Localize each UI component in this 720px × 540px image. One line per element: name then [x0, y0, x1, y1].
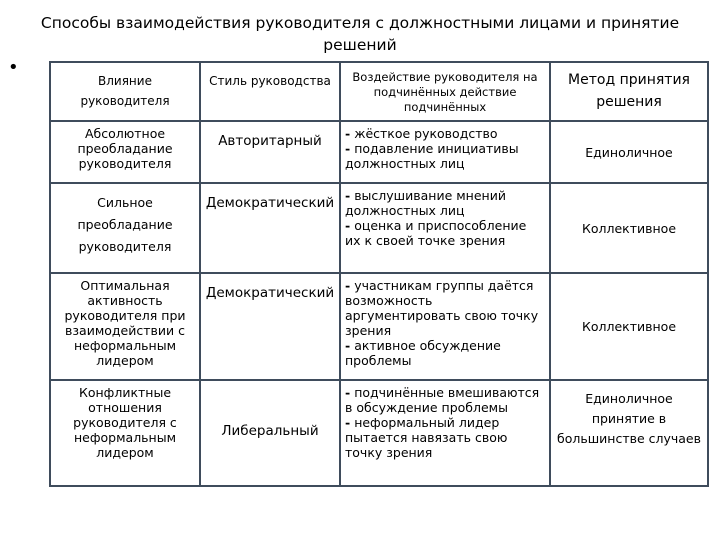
table-header-row	[50, 62, 708, 121]
style-cell: Демократический	[200, 183, 340, 273]
style-cell: Авторитарный	[200, 121, 340, 183]
method-cell: Единоличное	[550, 121, 708, 183]
influence-cell: Абсолютное преобладание руководителя	[50, 121, 200, 183]
header-method: Метод принятия решения	[550, 62, 708, 121]
header-influence: Влияние руководителя	[50, 62, 200, 121]
slide-title: Способы взаимодействия руководителя с должностными лицами и принятие решений	[40, 14, 680, 54]
bullet-marker: •	[8, 57, 19, 78]
table-row	[50, 380, 708, 486]
influence-cell: Оптимальная активность руководителя при взаимодействии с неформальным лидером	[50, 273, 200, 380]
impact-item: - участникам группы даётся возможность аргументировать свою точку зрения	[345, 278, 539, 338]
impact-item: - подавление инициативы должностных лиц	[345, 141, 519, 171]
impact-cell	[340, 183, 550, 273]
impact-item: - подчинённые вмешиваются в обсуждение проблемы	[345, 385, 540, 415]
style-cell: Либеральный	[200, 380, 340, 486]
impact-item: - оценка и приспособление их к своей точке зрения	[345, 218, 527, 248]
header-impact: Воздействие руководителя на подчинённых действие подчинённых	[340, 62, 550, 121]
header-style: Стиль руководства	[200, 62, 340, 121]
impact-item: - активное обсуждение проблемы	[345, 338, 501, 368]
table-row	[50, 273, 708, 380]
impact-cell	[340, 380, 550, 486]
impact-cell	[340, 273, 550, 380]
interaction-methods-table	[49, 61, 709, 487]
table-row	[50, 183, 708, 273]
impact-item: - жёсткое руководство	[345, 126, 498, 141]
method-cell: Единоличное принятие в большинстве случаев	[550, 380, 708, 486]
impact-item: - выслушивание мнений должностных лиц	[345, 188, 506, 218]
method-cell: Коллективное	[550, 183, 708, 273]
method-cell: Коллективное	[550, 273, 708, 380]
impact-item: - неформальный лидер пытается навязать свою точку зрения	[345, 415, 508, 460]
table-row	[50, 121, 708, 183]
influence-cell: Конфликтные отношения руководителя с неформальным лидером	[50, 380, 200, 486]
influence-cell: Сильное преобладание руководителя	[50, 183, 200, 273]
style-cell: Демократический	[200, 273, 340, 380]
impact-cell	[340, 121, 550, 183]
